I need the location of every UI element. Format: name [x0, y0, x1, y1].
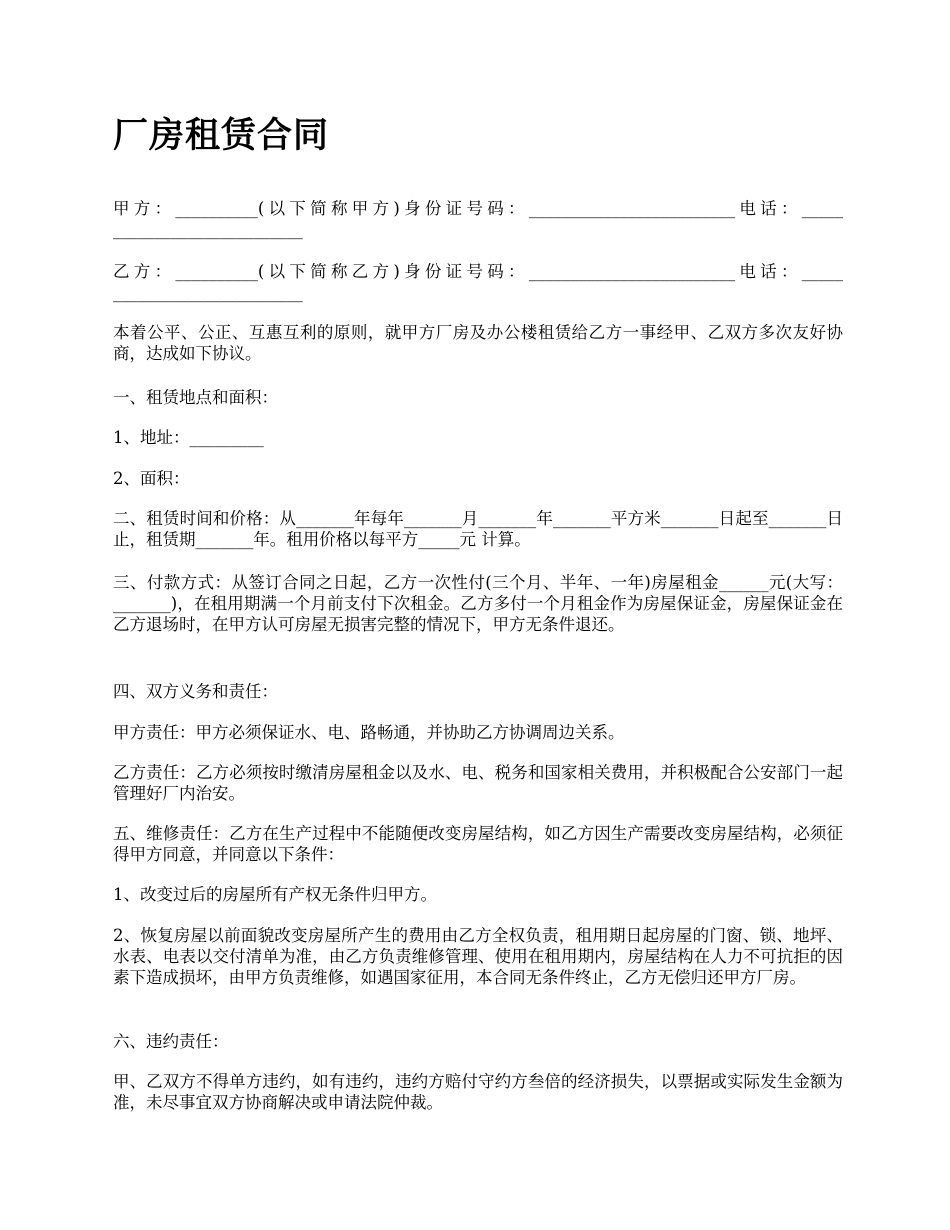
party-b-info: 乙方：__________(以下简称乙方)身份证号码：_________________________电话：_____ _______________________ — [113, 261, 843, 302]
section-6-body: 甲、乙双方不得单方违约，如有违约，违约方赔付守约方叁倍的经济损失，以票据或实际发生金额为准，未尽事宜双方协商解决或申请法院仲裁。 — [113, 1071, 843, 1112]
party-a-info: 甲方：__________(以下简称甲方)身份证号码：_________________________电话：_____ _______________________ — [113, 198, 843, 239]
section-1-area: 2、面积： — [113, 468, 190, 488]
section-5-item-1: 1、改变过后的房屋所有产权无条件归甲方。 — [113, 884, 437, 904]
section-5-item-2: 2、恢复房屋以前面貌改变房屋所产生的费用由乙方全权负责，租用期日起房屋的门窗、锁、地坪、水表、电表以交付清单为准，由乙方负责维修管理、使用在租用期内，房屋结构在人力不可抗拒的因素下造成损坏，由甲方负责维修，如遇国家征用，本合同无条件终止，乙方无偿归还甲方厂房。 — [113, 925, 843, 987]
section-5-maintenance: 五、维修责任：乙方在生产过程中不能随便改变房屋结构，如乙方因生产需要改变房屋结构，必须征得甲方同意，并同意以下条件： — [113, 823, 843, 864]
section-6-heading: 六、违约责任： — [113, 1031, 229, 1051]
section-3-payment: 三、付款方式：从签订合同之日起，乙方一次性付(三个月、半年、一年)房屋租金______元(大写：_______)，在租用期满一个月前支付下次租金。乙方多付一个月租金作为房屋保证金，房屋保证金在乙方退场时，在甲方认可房屋无损害完整的情况下，甲方无条件退还。 — [113, 572, 843, 634]
section-4-heading: 四、双方义务和责任： — [113, 681, 278, 701]
section-1-heading: 一、租赁地点和面积： — [113, 387, 278, 407]
party-b-responsibility: 乙方责任：乙方必须按时缴清房屋租金以及水、电、税务和国家相关费用，并积极配合公安部门一起管理好厂内治安。 — [113, 762, 843, 803]
intro-paragraph: 本着公平、公正、互惠互利的原则，就甲方厂房及办公楼租赁给乙方一事经甲、乙双方多次友好协商，达成如下协议。 — [113, 322, 843, 363]
document-title: 厂房租赁合同 — [113, 115, 330, 156]
party-a-responsibility: 甲方责任：甲方必须保证水、电、路畅通，并协助乙方协调周边关系。 — [113, 722, 625, 742]
section-1-address: 1、地址：_________ — [113, 427, 264, 447]
section-2-term-price: 二、租赁时间和价格：从_______年每年_______月_______年_______平方米_______日起至_______日止，租赁期_______年。租用价格以每平方_____元 计算。 — [113, 508, 843, 549]
